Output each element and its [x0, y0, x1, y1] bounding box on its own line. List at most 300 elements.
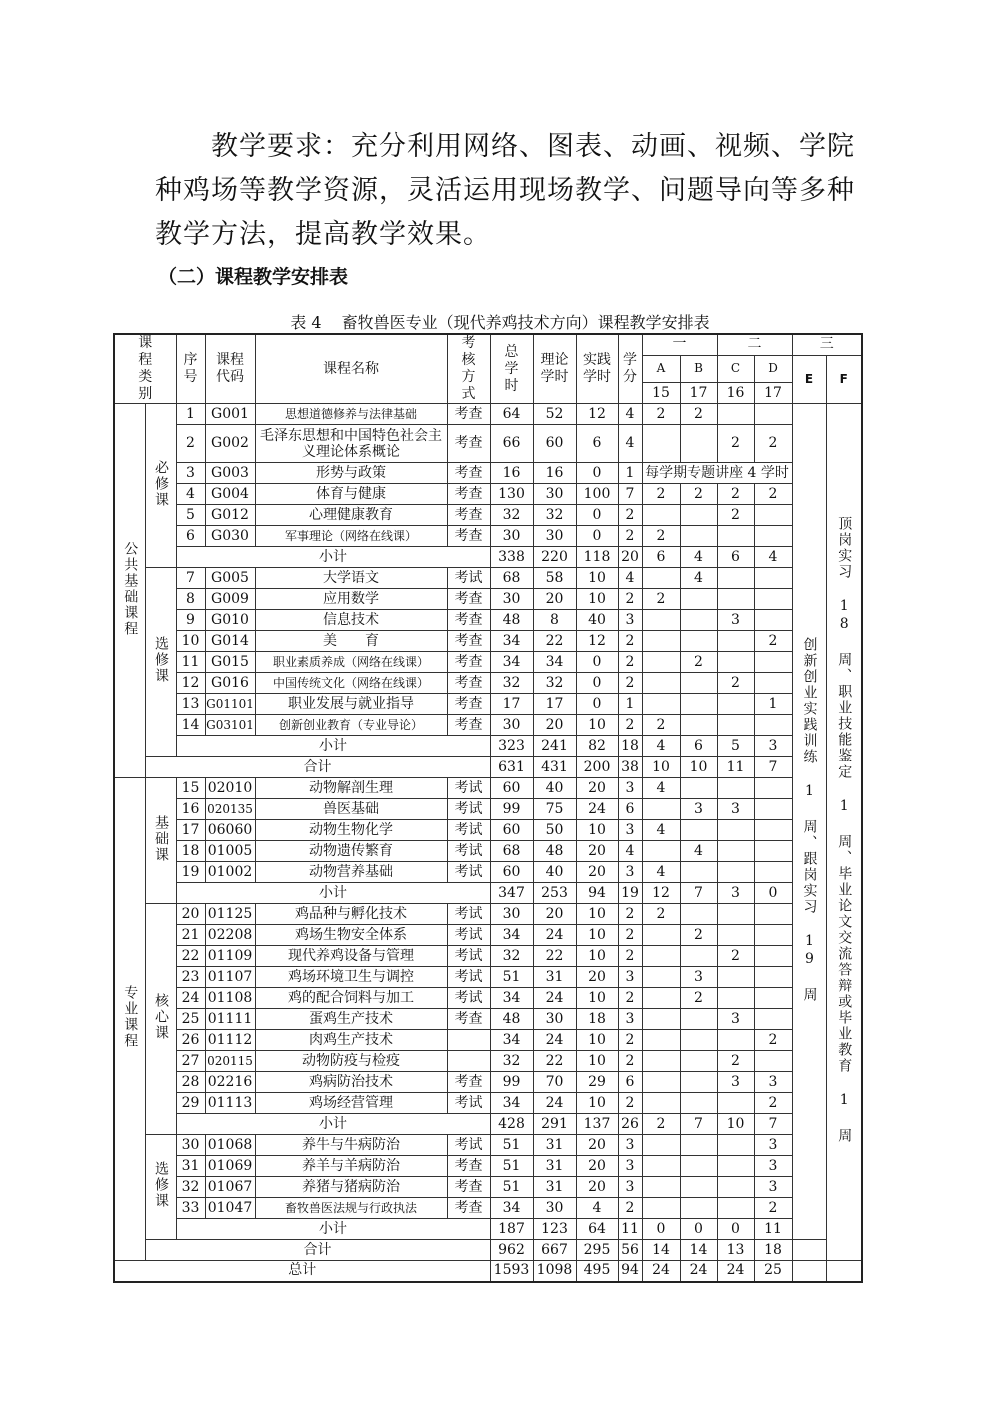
subtotal-row-value: 6 [642, 547, 680, 568]
cell-total: 68 [490, 841, 533, 862]
subtotal-row-value: 5 [717, 736, 754, 757]
cell-assess [447, 1051, 490, 1072]
cell-credit: 2 [618, 946, 642, 967]
cell-name: 鸡场生物安全体系 [255, 925, 447, 946]
cell-term-a [642, 1051, 680, 1072]
total-row-value: 18 [754, 1240, 792, 1261]
cell-code: 02216 [205, 1072, 255, 1093]
cell-term-d: 2 [754, 631, 792, 652]
cell-name: 鸡品种与孵化技术 [255, 904, 447, 925]
cell-practice: 0 [576, 526, 618, 547]
subtotal-row-value: 187 [490, 1219, 533, 1240]
cell-theory: 50 [533, 820, 576, 841]
cell-term-d: 2 [754, 1093, 792, 1114]
cell-term-c [717, 404, 754, 425]
table-row [114, 841, 862, 862]
subtotal-row-value: 11 [754, 1219, 792, 1240]
cell-term-c [717, 589, 754, 610]
cell-assess: 考试 [447, 778, 490, 799]
total-row [114, 1240, 862, 1261]
table-row [114, 1198, 862, 1219]
table-row [114, 505, 862, 526]
cell-term-c: 3 [717, 799, 754, 820]
cell-code: G009 [205, 589, 255, 610]
cell-total: 30 [490, 526, 533, 547]
subtotal-row-value: 0 [680, 1219, 717, 1240]
table-row [114, 820, 862, 841]
cell-seq: 33 [176, 1198, 205, 1219]
header-term-d: D [754, 355, 792, 383]
cell-theory: 48 [533, 841, 576, 862]
cell-term-a [642, 673, 680, 694]
total-row-value: 10 [680, 757, 717, 778]
caption-label: 表 4 [290, 313, 322, 332]
subtotal-row-value: 220 [533, 547, 576, 568]
cell-code: 01111 [205, 1009, 255, 1030]
grand-total-value: 24 [717, 1261, 754, 1282]
cell-credit: 3 [618, 1135, 642, 1156]
cell-name: 体育与健康 [255, 484, 447, 505]
cell-credit: 2 [618, 988, 642, 1009]
grand-total-value: 24 [642, 1261, 680, 1282]
total-row-value: 631 [490, 757, 533, 778]
total-row-value: 13 [717, 1240, 754, 1261]
cell-code: 01002 [205, 862, 255, 883]
group-public-foundation [114, 404, 145, 778]
subtotal-row-value: 7 [680, 883, 717, 904]
cell-total: 99 [490, 1072, 533, 1093]
cell-term-c [717, 988, 754, 1009]
cell-total: 34 [490, 1198, 533, 1219]
table-row [114, 484, 862, 505]
cell-term-d: 3 [754, 1135, 792, 1156]
cell-code: 01113 [205, 1093, 255, 1114]
cell-name: 美 育 [255, 631, 447, 652]
cell-term-d [754, 715, 792, 736]
cell-name: 动物生物化学 [255, 820, 447, 841]
cell-name: 动物防疫与检疫 [255, 1051, 447, 1072]
cell-name: 养牛与牛病防治 [255, 1135, 447, 1156]
subtotal-row-value: 3 [717, 883, 754, 904]
cell-total: 60 [490, 820, 533, 841]
cell-term-d [754, 820, 792, 841]
cell-name: 肉鸡生产技术 [255, 1030, 447, 1051]
cell-theory: 22 [533, 1051, 576, 1072]
cell-term-a [642, 1156, 680, 1177]
cell-term-d: 2 [754, 425, 792, 463]
cell-term-d [754, 505, 792, 526]
grand-total-label: 总计 [114, 1261, 490, 1282]
cell-theory: 32 [533, 673, 576, 694]
subtotal-row-value: 241 [533, 736, 576, 757]
cell-term-d: 2 [754, 484, 792, 505]
cell-total: 48 [490, 1009, 533, 1030]
cell-name: 大学语文 [255, 568, 447, 589]
cell-term-b: 4 [680, 841, 717, 862]
cell-practice: 10 [576, 904, 618, 925]
cell-theory: 17 [533, 694, 576, 715]
cell-term-b: 2 [680, 484, 717, 505]
cell-credit: 3 [618, 1009, 642, 1030]
cell-total: 30 [490, 715, 533, 736]
cell-code: G015 [205, 652, 255, 673]
cell-credit: 2 [618, 631, 642, 652]
cell-assess: 考试 [447, 799, 490, 820]
table-row [114, 799, 862, 820]
cell-credit: 2 [618, 925, 642, 946]
cell-theory: 30 [533, 484, 576, 505]
subtotal-row-value: 323 [490, 736, 533, 757]
merged-term-f [826, 404, 862, 1261]
subtotal-row-value: 64 [576, 1219, 618, 1240]
cell-term-a [642, 925, 680, 946]
total-row-value: 295 [576, 1240, 618, 1261]
subtotal-row-value: 18 [618, 736, 642, 757]
cell-seq: 7 [176, 568, 205, 589]
cell-practice: 0 [576, 652, 618, 673]
cell-term-a: 2 [642, 404, 680, 425]
cell-term-d [754, 862, 792, 883]
cell-term-c [717, 925, 754, 946]
cell-assess: 考查 [447, 715, 490, 736]
cell-credit: 4 [618, 425, 642, 463]
table-row [114, 778, 862, 799]
cell-name: 职业发展与就业指导 [255, 694, 447, 715]
subtotal-row [114, 883, 862, 904]
table-row [114, 1051, 862, 1072]
group-major-label: 专业课程 [122, 985, 139, 1049]
cell-credit: 3 [618, 610, 642, 631]
header-weeks-c: 16 [717, 383, 754, 404]
cell-term-b [680, 1135, 717, 1156]
cell-seq: 5 [176, 505, 205, 526]
total-row-value: 11 [717, 757, 754, 778]
subtotal-row [114, 1114, 862, 1135]
cell-total: 16 [490, 463, 533, 484]
subtotal-row-value: 4 [680, 547, 717, 568]
cell-total: 34 [490, 631, 533, 652]
cell-credit: 2 [618, 1051, 642, 1072]
subtotal-row-value: 6 [680, 736, 717, 757]
cell-term-d [754, 841, 792, 862]
cell-practice: 0 [576, 673, 618, 694]
cell-name: 心理健康教育 [255, 505, 447, 526]
cell-term-c: 2 [717, 484, 754, 505]
cell-term-c [717, 1198, 754, 1219]
cell-name: 养猪与猪病防治 [255, 1177, 447, 1198]
cell-term-d: 3 [754, 1177, 792, 1198]
cell-practice: 10 [576, 568, 618, 589]
total-row-value: 7 [754, 757, 792, 778]
cell-assess: 考试 [447, 967, 490, 988]
cell-seq: 26 [176, 1030, 205, 1051]
header-practice-hours: 实践学时 [576, 334, 618, 404]
cell-code: G001 [205, 404, 255, 425]
cell-seq: 4 [176, 484, 205, 505]
cell-credit: 3 [618, 820, 642, 841]
cell-assess: 考查 [447, 1156, 490, 1177]
table-row [114, 694, 862, 715]
cell-seq: 8 [176, 589, 205, 610]
cell-seq: 10 [176, 631, 205, 652]
cell-term-c [717, 694, 754, 715]
table-row [114, 1177, 862, 1198]
cell-code: 020115 [205, 1051, 255, 1072]
cell-total: 17 [490, 694, 533, 715]
cell-seq: 9 [176, 610, 205, 631]
cell-practice: 10 [576, 988, 618, 1009]
cell-name: 军事理论（网络在线课） [255, 526, 447, 547]
cell-name: 动物遗传繁育 [255, 841, 447, 862]
cell-seq: 19 [176, 862, 205, 883]
cell-assess: 考查 [447, 631, 490, 652]
cell-term-a [642, 1009, 680, 1030]
section-heading: （二）课程教学安排表 [158, 266, 349, 288]
cell-theory: 31 [533, 1156, 576, 1177]
cell-total: 32 [490, 1051, 533, 1072]
cell-total: 60 [490, 862, 533, 883]
grand-total-value: 1098 [533, 1261, 576, 1282]
cell-term-a [642, 1198, 680, 1219]
cell-assess: 考试 [447, 841, 490, 862]
group-elective-label: 选修课 [153, 636, 169, 684]
cell-term-a [642, 1093, 680, 1114]
cell-term-b: 3 [680, 967, 717, 988]
cell-credit: 3 [618, 778, 642, 799]
group-core-label: 核心课 [153, 993, 169, 1041]
total-row-value: 56 [618, 1240, 642, 1261]
cell-theory: 40 [533, 778, 576, 799]
cell-credit: 2 [618, 652, 642, 673]
grand-total-value: 94 [618, 1261, 642, 1282]
cell-seq: 14 [176, 715, 205, 736]
grand-total-value: 1593 [490, 1261, 533, 1282]
cell-code: G004 [205, 484, 255, 505]
cell-practice: 20 [576, 778, 618, 799]
cell-credit: 2 [618, 589, 642, 610]
cell-term-c: 3 [717, 1072, 754, 1093]
cell-practice: 10 [576, 589, 618, 610]
cell-term-b: 2 [680, 988, 717, 1009]
cell-total: 51 [490, 967, 533, 988]
cell-term-d [754, 967, 792, 988]
cell-code: 01069 [205, 1156, 255, 1177]
table-row [114, 425, 862, 463]
subtotal-row-value: 4 [642, 736, 680, 757]
cell-term-b [680, 1030, 717, 1051]
cell-credit: 4 [618, 404, 642, 425]
subtotal-row [114, 547, 862, 568]
cell-assess: 考查 [447, 463, 490, 484]
cell-theory: 16 [533, 463, 576, 484]
table-row [114, 526, 862, 547]
cell-code: 01005 [205, 841, 255, 862]
cell-practice: 10 [576, 925, 618, 946]
cell-assess: 考查 [447, 1009, 490, 1030]
subtotal-row-value: 82 [576, 736, 618, 757]
cell-term-c [717, 841, 754, 862]
cell-term-c: 3 [717, 610, 754, 631]
cell-term-a: 2 [642, 484, 680, 505]
cell-practice: 0 [576, 463, 618, 484]
cell-theory: 30 [533, 1198, 576, 1219]
cell-name: 应用数学 [255, 589, 447, 610]
cell-seq: 23 [176, 967, 205, 988]
cell-theory: 22 [533, 946, 576, 967]
subtotal-row-value: 0 [717, 1219, 754, 1240]
subtotal-row-value: 10 [717, 1114, 754, 1135]
cell-term-d [754, 1051, 792, 1072]
grand-total-term-e [792, 1261, 826, 1282]
cell-term-a [642, 1135, 680, 1156]
subtotal-row-label: 小计 [176, 883, 490, 904]
cell-credit: 7 [618, 484, 642, 505]
subtotal-row-label: 小计 [176, 547, 490, 568]
cell-term-c: 2 [717, 1051, 754, 1072]
cell-assess: 考查 [447, 673, 490, 694]
subtotal-row-label: 小计 [176, 1114, 490, 1135]
cell-term-d [754, 404, 792, 425]
header-year-1: 一 [642, 334, 717, 355]
cell-term-a [642, 799, 680, 820]
cell-code: 06060 [205, 820, 255, 841]
cell-total: 64 [490, 404, 533, 425]
cell-term-c [717, 526, 754, 547]
cell-theory: 24 [533, 1030, 576, 1051]
group-major [114, 778, 145, 1261]
cell-practice: 12 [576, 631, 618, 652]
total-row-value: 10 [642, 757, 680, 778]
cell-seq: 3 [176, 463, 205, 484]
cell-practice: 0 [576, 694, 618, 715]
cell-name: 鸡场经营管理 [255, 1093, 447, 1114]
cell-term-c: 2 [717, 505, 754, 526]
cell-term-a [642, 1072, 680, 1093]
subtotal-row-value: 7 [680, 1114, 717, 1135]
subtotal-row-value: 12 [642, 883, 680, 904]
cell-practice: 10 [576, 1093, 618, 1114]
subtotal-row-value: 6 [717, 547, 754, 568]
cell-assess: 考试 [447, 1135, 490, 1156]
header-weeks-a: 15 [642, 383, 680, 404]
cell-code: 01109 [205, 946, 255, 967]
cell-practice: 12 [576, 404, 618, 425]
cell-total: 66 [490, 425, 533, 463]
cell-term-b: 3 [680, 799, 717, 820]
table-row [114, 715, 862, 736]
header-total-hours: 总学时 [490, 334, 533, 404]
header-category: 课程类别 [114, 334, 176, 404]
cell-term-a: 4 [642, 778, 680, 799]
cell-name: 畜牧兽医法规与行政执法 [255, 1198, 447, 1219]
cell-term-d [754, 925, 792, 946]
cell-assess: 考查 [447, 589, 490, 610]
cell-total: 48 [490, 610, 533, 631]
total-row-value: 14 [642, 1240, 680, 1261]
cell-assess: 考查 [447, 484, 490, 505]
cell-term-b [680, 631, 717, 652]
cell-practice: 20 [576, 1156, 618, 1177]
table-row [114, 967, 862, 988]
cell-theory: 60 [533, 425, 576, 463]
cell-code: G002 [205, 425, 255, 463]
cell-theory: 34 [533, 652, 576, 673]
cell-name: 鸡病防治技术 [255, 1072, 447, 1093]
cell-name: 鸡场环境卫生与调控 [255, 967, 447, 988]
cell-term-d [754, 946, 792, 967]
group-major-elective [145, 1135, 176, 1240]
cell-practice: 100 [576, 484, 618, 505]
cell-term-c [717, 1135, 754, 1156]
cell-term-b: 2 [680, 925, 717, 946]
cell-credit: 2 [618, 1093, 642, 1114]
cell-code: 02010 [205, 778, 255, 799]
cell-term-d [754, 904, 792, 925]
cell-code: 020135 [205, 799, 255, 820]
cell-practice: 24 [576, 799, 618, 820]
cell-term-b [680, 589, 717, 610]
cell-name: 蛋鸡生产技术 [255, 1009, 447, 1030]
cell-total: 51 [490, 1156, 533, 1177]
cell-term-a [642, 425, 680, 463]
cell-term-b [680, 673, 717, 694]
subtotal-row-value: 291 [533, 1114, 576, 1135]
header-term-a: A [642, 355, 680, 383]
cell-term-b [680, 1156, 717, 1177]
table-row [114, 1093, 862, 1114]
cell-term-c [717, 820, 754, 841]
cell-seq: 17 [176, 820, 205, 841]
cell-practice: 10 [576, 820, 618, 841]
header-theory-hours: 理论学时 [533, 334, 576, 404]
cell-code: G03101 [205, 715, 255, 736]
cell-term-b [680, 946, 717, 967]
cell-credit: 2 [618, 526, 642, 547]
cell-code: 01047 [205, 1198, 255, 1219]
subtotal-row-label: 小计 [176, 736, 490, 757]
cell-total: 34 [490, 1093, 533, 1114]
subtotal-row [114, 1219, 862, 1240]
cell-theory: 40 [533, 862, 576, 883]
group-basic-label: 基础课 [153, 814, 169, 863]
grand-total-row [114, 1261, 862, 1282]
cell-term-c [717, 715, 754, 736]
cell-credit: 2 [618, 904, 642, 925]
cell-seq: 32 [176, 1177, 205, 1198]
cell-practice: 40 [576, 610, 618, 631]
subtotal-row-value: 94 [576, 883, 618, 904]
group-basic [145, 778, 176, 904]
cell-practice: 18 [576, 1009, 618, 1030]
cell-term-b [680, 1072, 717, 1093]
merged-term-f-text: 顶岗实习 18 周、职业技能鉴定 1 周、毕业论文交流答辩或毕业教育 1 周 [836, 516, 853, 1144]
subtotal-row-value: 338 [490, 547, 533, 568]
cell-theory: 70 [533, 1072, 576, 1093]
cell-term-c: 2 [717, 946, 754, 967]
grand-total-value: 24 [680, 1261, 717, 1282]
cell-term-a: 4 [642, 862, 680, 883]
grand-total-value: 25 [754, 1261, 792, 1282]
cell-practice: 20 [576, 1135, 618, 1156]
subtotal-row-value: 123 [533, 1219, 576, 1240]
cell-name: 毛泽东思想和中国特色社会主义理论体系概论 [255, 425, 447, 463]
cell-term-c [717, 1177, 754, 1198]
table-row [114, 652, 862, 673]
cell-assess: 考查 [447, 425, 490, 463]
cell-assess: 考查 [447, 1198, 490, 1219]
cell-total: 130 [490, 484, 533, 505]
cell-assess: 考查 [447, 404, 490, 425]
